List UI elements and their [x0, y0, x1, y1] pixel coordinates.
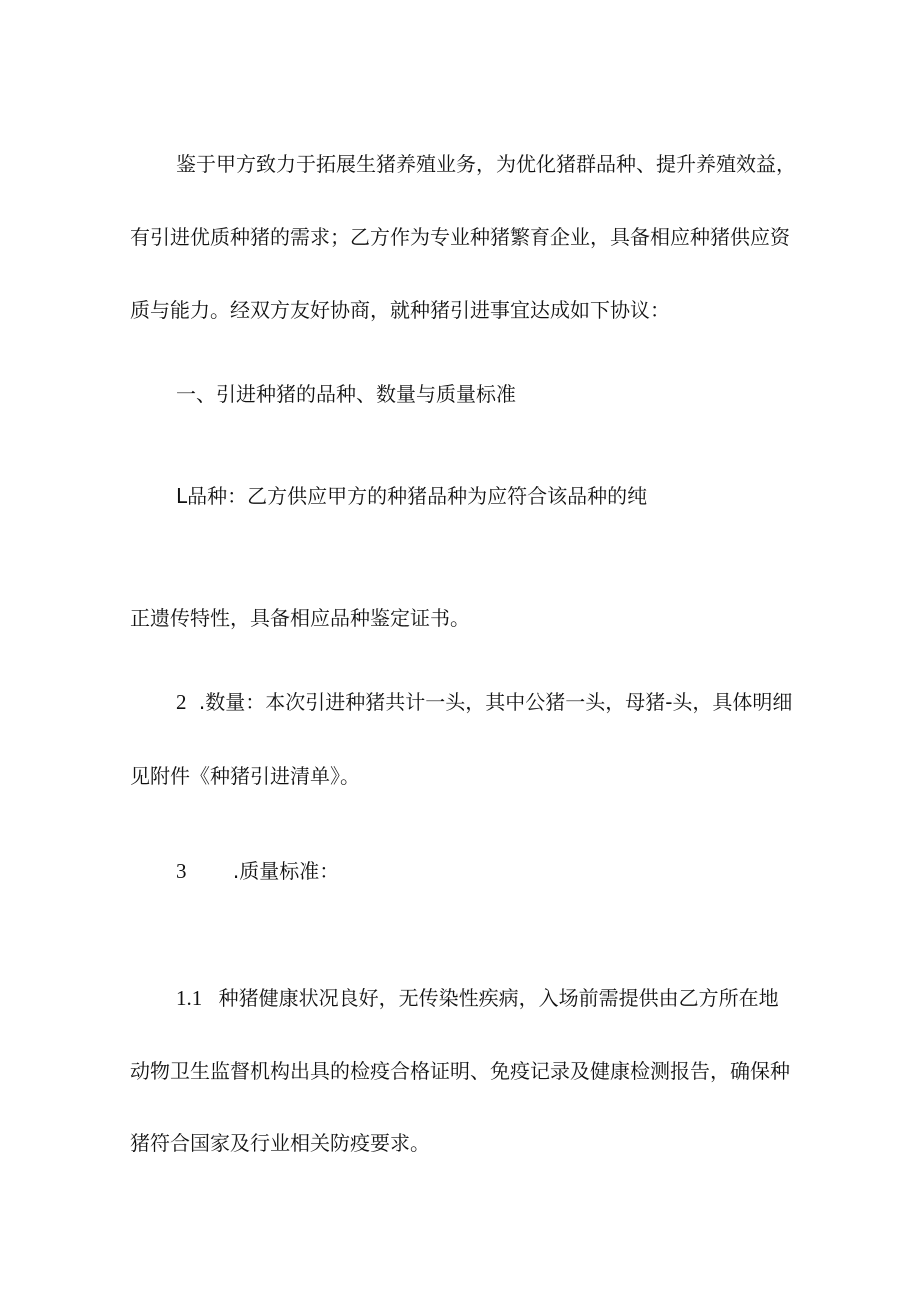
item-1-line-1: L品种：乙方供应甲方的种猪品种为应符合该品种的纯 — [176, 484, 648, 508]
item-2-number: 2 — [176, 690, 187, 714]
item-1-1-text: 种猪健康状况良好，无传染性疾病，入场前需提供由乙方所在地 — [218, 986, 779, 1010]
item-1-line-2: 正遗传特性，具备相应品种鉴定证书。 — [130, 606, 470, 630]
item-3-line — [176, 857, 339, 885]
item-3-number: 3 — [176, 859, 187, 883]
item-2-text: .数量：本次引进种猪共计一头，其中公猪一头，母猪-头，具体明细 — [198, 690, 793, 714]
item-1-1-line-3: 猪符合国家及行业相关防疫要求。 — [130, 1131, 430, 1155]
item-2-line-1 — [176, 688, 792, 716]
intro-line-3: 质与能力。经双方友好协商，就种猪引进事宜达成如下协议： — [130, 298, 670, 322]
item-1-1-number: 1.1 — [176, 986, 203, 1010]
section-heading: 一、引进种猪的品种、数量与质量标准 — [176, 382, 516, 406]
intro-line-1: 鉴于甲方致力于拓展生猪养殖业务，为优化猪群品种、提升养殖效益， — [176, 152, 796, 176]
item-3-text: .质量标准： — [232, 859, 340, 883]
item-1-1-line-2: 动物卫生监督机构出具的检疫合格证明、免疫记录及健康检测报告，确保种 — [130, 1059, 790, 1083]
intro-line-2: 有引进优质种猪的需求；乙方作为专业种猪繁育企业，具备相应种猪供应资 — [130, 225, 790, 249]
item-2-line-2: 见附件《种猪引进清单》。 — [130, 764, 360, 788]
item-1-1-line-1 — [176, 984, 779, 1012]
